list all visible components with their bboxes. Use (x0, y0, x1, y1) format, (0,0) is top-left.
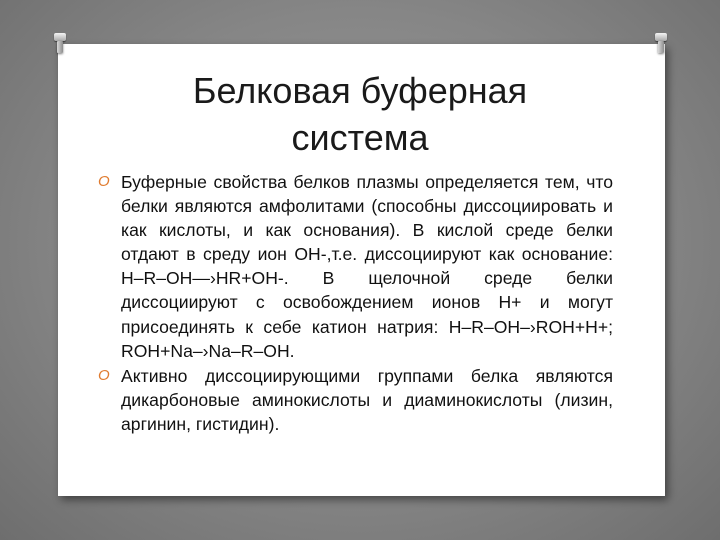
pushpin-icon (655, 33, 667, 55)
title-line-1: Белковая буферная (192, 70, 528, 111)
pushpin-icon (54, 33, 66, 55)
bullet-text: Буферные свойства белков плазмы определяется тем, что белки являются амфолитами (способны диссоциировать и как кислоты, и как основания). В кислой среде белки отдают в среду ион ОН-,т.е. диссоциируют как основание: H–R–OH—›HR+OH-. В щелочной среде белки диссоциируют с освобождением ионов Н+ и могут присоединять к себе катион натрия: H–R–OH–›ROH+H+; ROH+Na–›Na–R–OH. (121, 172, 613, 361)
slide-content (98, 170, 613, 436)
bullet-item (98, 170, 613, 363)
bullet-marker-icon: O (98, 173, 110, 190)
bullet-text: Активно диссоциирующими группами белка являются дикарбоновые аминокислоты и диаминокислоты (лизин, аргинин, гистидин). (121, 365, 613, 434)
bullet-marker-icon: O (98, 366, 110, 384)
slide-title (70, 67, 650, 161)
bullet-item (98, 364, 613, 436)
title-line-2: система (291, 117, 429, 158)
